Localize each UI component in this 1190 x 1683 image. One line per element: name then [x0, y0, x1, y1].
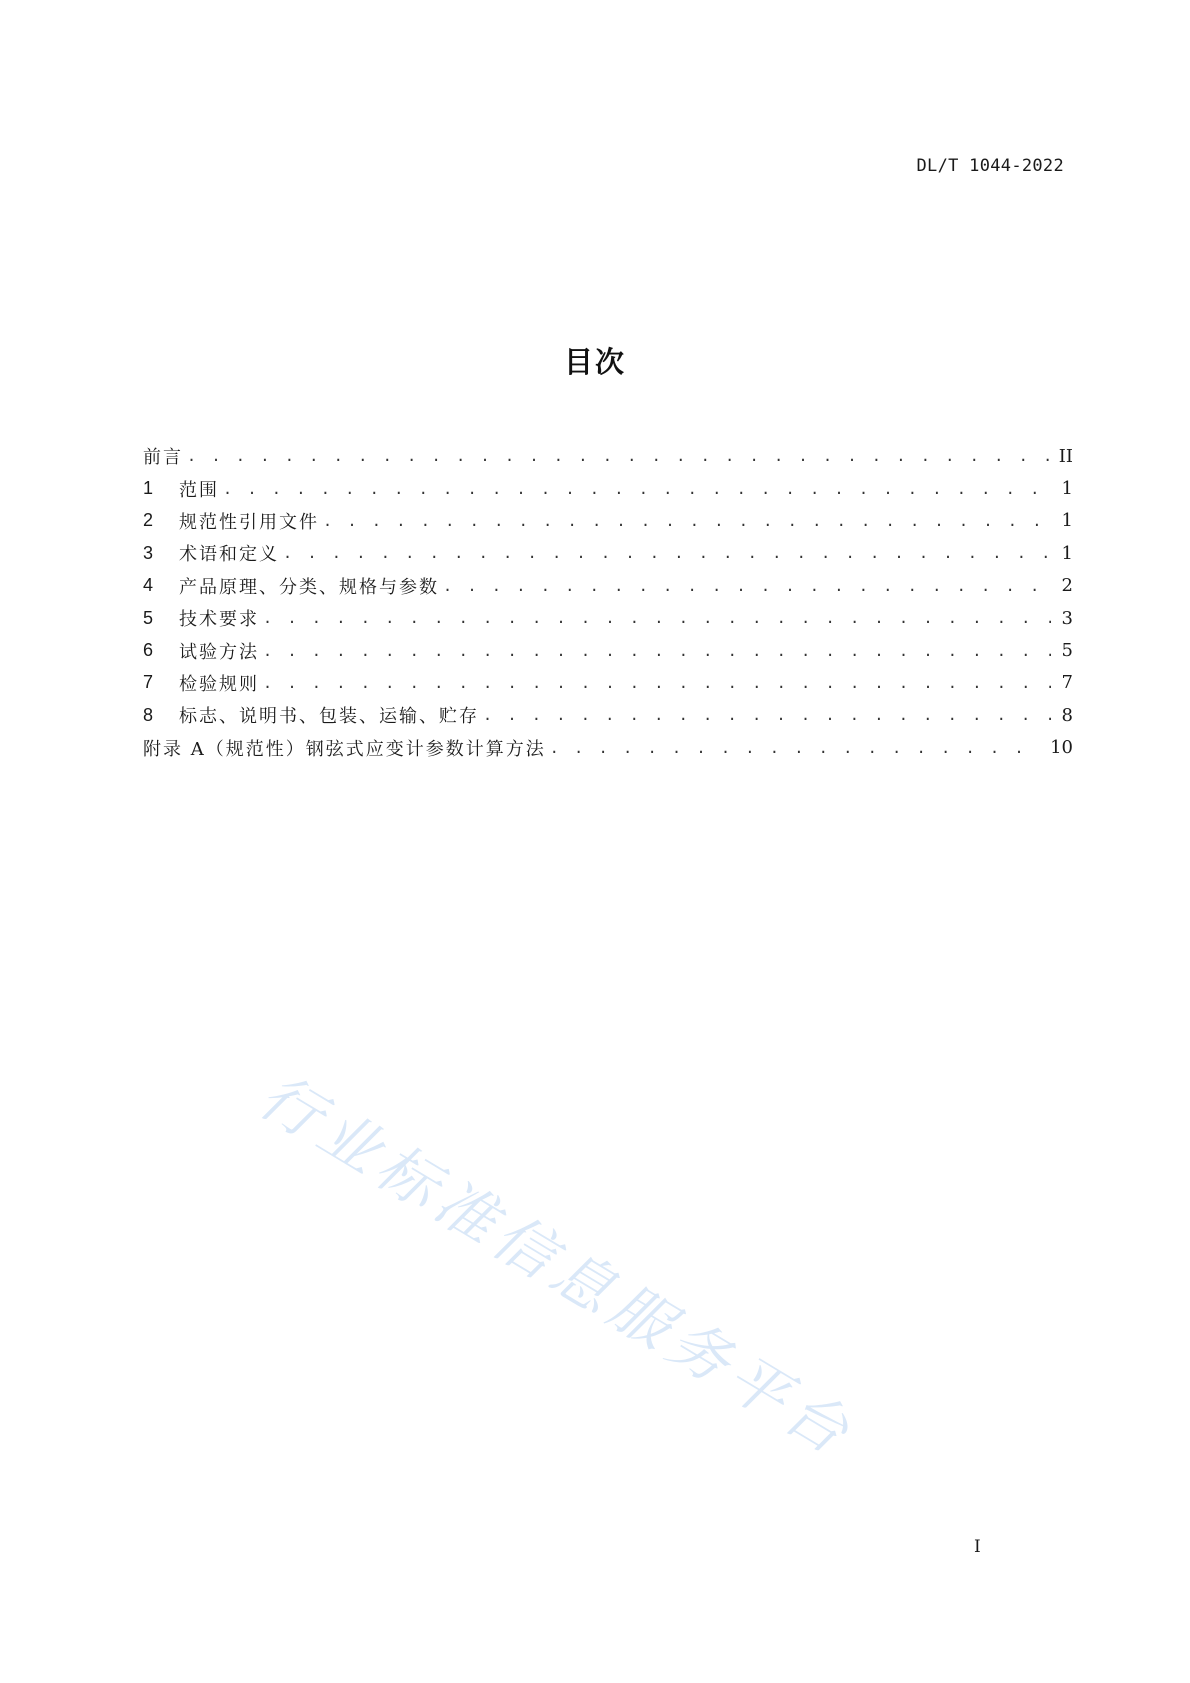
toc-entry-label: 附录 A（规范性）钢弦式应变计参数计算方法: [143, 738, 546, 760]
table-of-contents: [143, 440, 1073, 764]
toc-dot-leader: [187, 447, 1051, 465]
toc-title: 目次: [563, 345, 626, 379]
toc-entry-page: 2: [1061, 575, 1073, 597]
toc-entry-page: 1: [1061, 478, 1073, 500]
toc-entry-page: 8: [1061, 704, 1073, 726]
toc-entry-6[interactable]: [143, 634, 1073, 666]
toc-dot-leader: [223, 480, 1051, 498]
toc-entry-page: 7: [1061, 672, 1073, 694]
toc-entry-number: 2: [143, 510, 154, 531]
toc-entry-number: 1: [143, 478, 154, 499]
toc-entry-page: 5: [1061, 640, 1073, 662]
toc-entry-page: II: [1058, 445, 1073, 467]
toc-entry-4[interactable]: [143, 570, 1073, 602]
toc-entry-label: 前言: [143, 447, 183, 469]
toc-entry-1[interactable]: [143, 472, 1073, 504]
toc-entry-number: 7: [143, 672, 154, 693]
toc-dot-leader: [263, 609, 1051, 627]
page-number: I: [974, 1537, 981, 1557]
toc-dot-leader: [483, 706, 1051, 724]
toc-entry-label: 检验规则: [179, 673, 259, 695]
toc-entry-label: 产品原理、分类、规格与参数: [179, 576, 439, 598]
toc-dot-leader: [283, 544, 1051, 562]
toc-entry-3[interactable]: [143, 537, 1073, 569]
toc-entry-label: 技术要求: [179, 609, 259, 631]
toc-dot-leader: [263, 674, 1051, 692]
toc-entry-label: 规范性引用文件: [179, 511, 319, 533]
toc-entry-page: 10: [1050, 737, 1073, 759]
toc-entry-number: 3: [143, 542, 154, 563]
toc-entry-appendix-a[interactable]: [143, 732, 1073, 764]
toc-entry-label: 标志、说明书、包装、运输、贮存: [179, 706, 479, 728]
toc-entry-5[interactable]: [143, 602, 1073, 634]
toc-entry-2[interactable]: [143, 505, 1073, 537]
toc-dot-leader: [550, 739, 1042, 757]
toc-dot-leader: [443, 577, 1051, 595]
toc-entry-page: 3: [1061, 607, 1073, 629]
toc-dot-leader: [323, 512, 1051, 530]
toc-entry-preface[interactable]: [143, 440, 1073, 472]
toc-entry-number: 6: [143, 640, 154, 661]
toc-entry-label: 试验方法: [179, 641, 259, 663]
toc-entry-number: 8: [143, 704, 154, 725]
toc-entry-number: 4: [143, 575, 154, 596]
toc-entry-7[interactable]: [143, 667, 1073, 699]
toc-entry-label: 范围: [179, 479, 219, 501]
document-code: DL/T 1044-2022: [916, 156, 1064, 176]
toc-entry-label: 术语和定义: [179, 544, 279, 566]
toc-entry-8[interactable]: [143, 699, 1073, 731]
toc-dot-leader: [263, 642, 1051, 660]
watermark: 行业标准信息服务平台: [247, 1061, 867, 1472]
toc-entry-number: 5: [143, 607, 154, 628]
toc-entry-page: 1: [1061, 542, 1073, 564]
toc-entry-page: 1: [1061, 510, 1073, 532]
